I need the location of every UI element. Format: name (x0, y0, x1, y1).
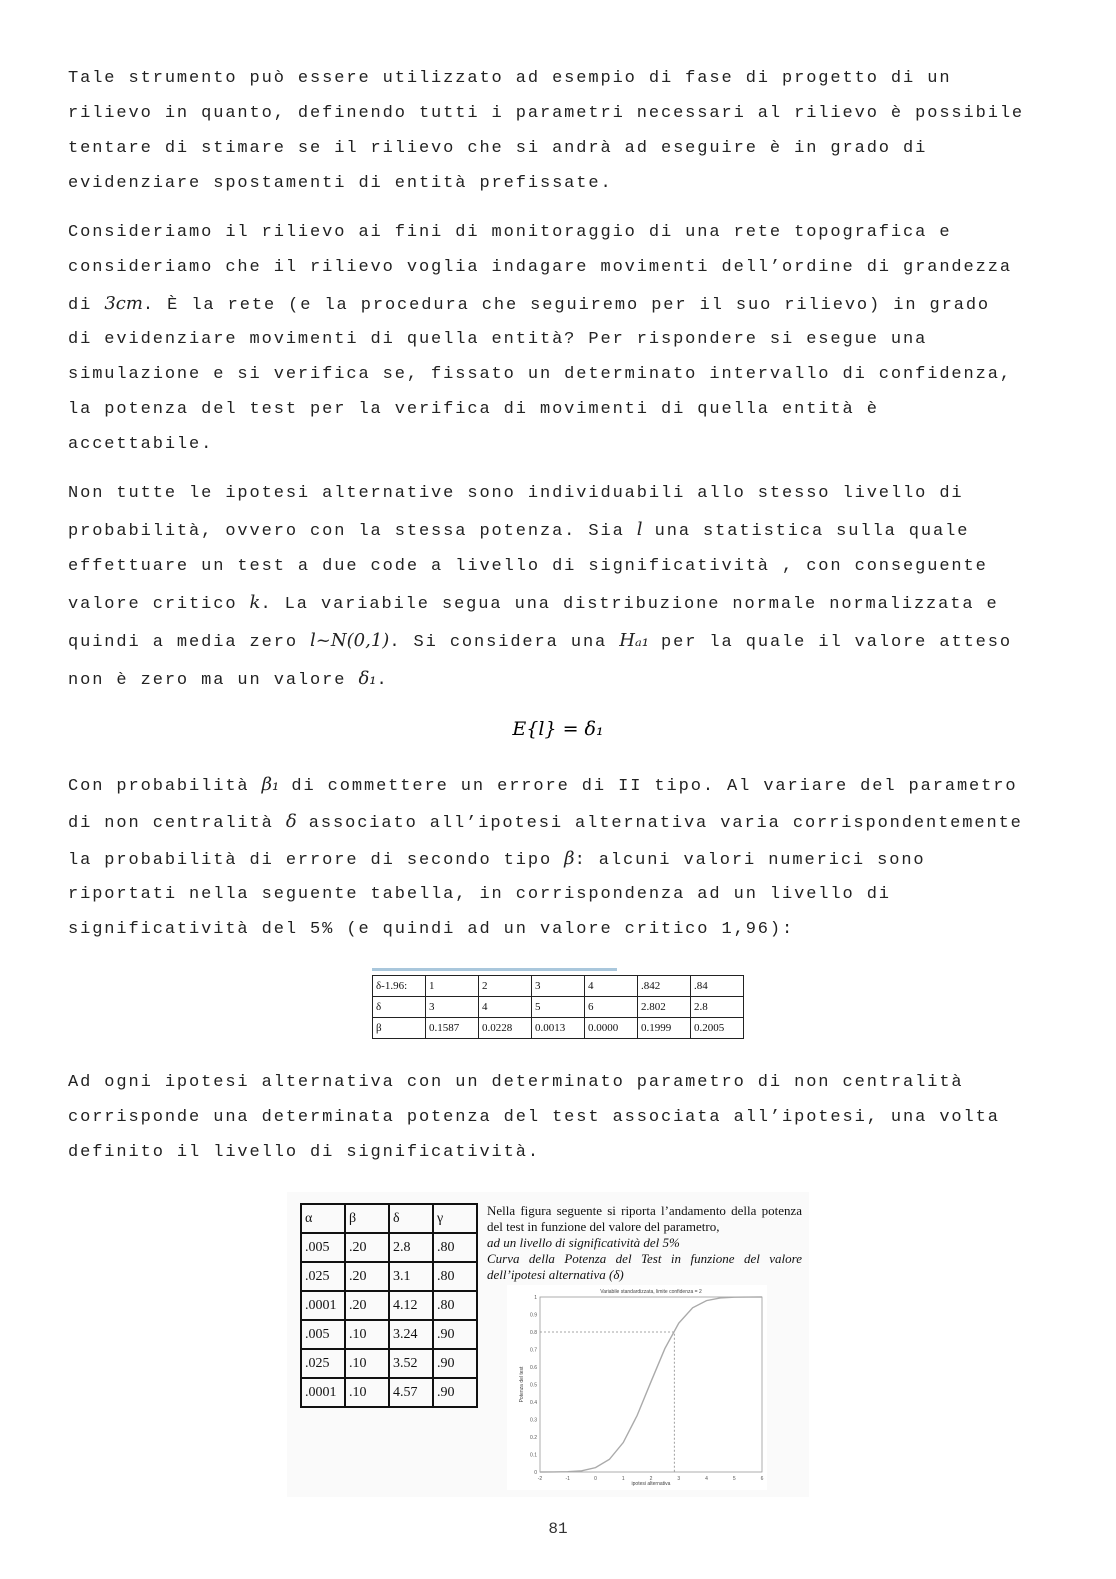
math: k (249, 592, 261, 613)
math: l~N(0,1) (310, 630, 390, 651)
table-cell: .20 (345, 1233, 389, 1262)
math: 3cm (104, 293, 143, 314)
table-cell: γ (433, 1204, 477, 1233)
y-tick-label: 0.9 (530, 1312, 537, 1319)
y-tick-label: 0.1 (530, 1452, 537, 1459)
text: . Si considera una (389, 633, 620, 652)
y-tick-label: 0.3 (530, 1417, 537, 1424)
text: . La variabile segua una distribuzione normale normalizzata e (260, 595, 999, 614)
y-tick-label: 0.6 (530, 1365, 537, 1371)
text-line (68, 803, 1058, 840)
table-cell: 2.8 (691, 997, 744, 1018)
table-cell: 0.1999 (638, 1018, 691, 1039)
y-tick-label: 1 (534, 1295, 537, 1301)
chart-title: Variabile standardizzata, limite confidenza = 2 (600, 1289, 702, 1295)
text: valore critico (68, 595, 250, 614)
text: probabilità, ovvero con la stessa potenza. Sia (68, 522, 637, 541)
x-tick-label: 6 (760, 1476, 764, 1482)
text: associato all’ipotesi alternativa varia corrispondentemente (296, 814, 1023, 833)
math: δ₁ (358, 668, 377, 689)
text: . (376, 671, 389, 690)
text: di (68, 296, 105, 315)
y-tick-label: 0.4 (530, 1400, 537, 1406)
table-row (301, 1291, 477, 1320)
chart-background (507, 1285, 767, 1490)
table-cell: 3.1 (389, 1262, 433, 1291)
math: Hₐ₁ (619, 630, 649, 651)
table-cell: .20 (345, 1291, 389, 1320)
math: β₁ (261, 774, 280, 795)
table-cell: 2.8 (389, 1233, 433, 1262)
y-tick-label: 0.8 (530, 1330, 537, 1336)
x-tick-label: -1 (565, 1476, 570, 1482)
table-cell: α (301, 1204, 345, 1233)
x-axis-label: ipotesi alternativa (631, 1481, 671, 1487)
table-cell: δ (373, 997, 426, 1018)
table-row (373, 1018, 744, 1039)
caption-text: Nella figura seguente si riporta l’andamento della potenza del test in funzione del valore del parametro, (487, 1203, 802, 1234)
text-line: riportati nella seguente tabella, in corrispondenza ad un livello di (68, 885, 891, 904)
x-tick-label: 5 (732, 1476, 736, 1482)
beta-table (372, 975, 744, 1039)
table-cell: 1 (426, 976, 479, 997)
table-cell: 4.57 (389, 1378, 433, 1407)
table-cell: 6 (585, 997, 638, 1018)
text-line: Tale strumento può essere utilizzato ad esempio di fase di progetto di un (68, 69, 952, 88)
table-cell: 5 (532, 997, 585, 1018)
text: di commettere un errore di II tipo. Al variare del parametro (279, 777, 1018, 796)
table-cell: 0.0000 (585, 1018, 638, 1039)
equation: E{l} = δ₁ (512, 718, 604, 740)
paragraph-5 (68, 1065, 1058, 1170)
x-tick-label: 4 (705, 1476, 708, 1482)
y-tick-label: 0.2 (530, 1435, 537, 1441)
table-cell: .0001 (301, 1291, 345, 1320)
table-cell: 0.0228 (479, 1018, 532, 1039)
math: β (564, 848, 575, 869)
table-cell: 2.802 (638, 997, 691, 1018)
table-cell: 3.52 (389, 1349, 433, 1378)
table-cell: .84 (691, 976, 744, 997)
paragraph-2 (68, 215, 1058, 462)
text-line: rilievo in quanto, definendo tutti i parametri necessari al rilievo è possibile (68, 104, 1025, 123)
text-line: effettuare un test a due code a livello di significatività , con conseguente (68, 557, 988, 576)
paragraph-4 (68, 766, 1058, 947)
y-tick-label: 0.7 (530, 1347, 537, 1354)
table-row (301, 1378, 477, 1407)
table-cell: 3 (532, 976, 585, 997)
x-tick-label: 0 (594, 1476, 597, 1482)
table-cell: δ (389, 1204, 433, 1233)
text: : alcuni valori numerici sono (574, 851, 926, 870)
text-line (68, 660, 1058, 698)
table-cell: .90 (433, 1349, 477, 1378)
caption-italic: Curva della Potenza del Test in funzione del valore dell’ipotesi alternativa (δ) (487, 1251, 802, 1282)
table-cell: 3 (426, 997, 479, 1018)
table-row (373, 976, 744, 997)
x-tick-label: 2 (649, 1476, 653, 1482)
text: per la quale il valore atteso (648, 633, 1012, 652)
text-line: la potenza del test per la verifica di movimenti di quella entità è (68, 400, 879, 419)
text-line (68, 622, 1058, 660)
paragraph-3 (68, 476, 1058, 698)
alpha-beta-table (300, 1203, 478, 1408)
table-cell: .90 (433, 1378, 477, 1407)
power-curve-chart (507, 1285, 767, 1490)
text: quindi a media zero (68, 633, 311, 652)
paragraph-1 (68, 61, 1058, 201)
text: una statistica sulla quale (642, 522, 970, 541)
math: l (636, 519, 643, 540)
table-row (301, 1262, 477, 1291)
text-line: Consideriamo il rilievo ai fini di monitoraggio di una rete topografica e (68, 223, 952, 242)
text-line: Ad ogni ipotesi alternativa con un determinato parametro di non centralità (68, 1073, 964, 1092)
table-cell: 4 (479, 997, 532, 1018)
text-line (68, 766, 1058, 803)
text: la probabilità di errore di secondo tipo (68, 851, 565, 870)
table-cell: 3.24 (389, 1320, 433, 1349)
text-line: tentare di stimare se il rilievo che si andrà ad eseguire è in grado di (68, 139, 928, 158)
table-cell: β (345, 1204, 389, 1233)
x-tick-label: 3 (677, 1476, 681, 1482)
text: . È la rete (e la procedura che seguiremo per il suo rilievo) in grado (142, 296, 991, 315)
table-row (301, 1320, 477, 1349)
text-line: significatività del 5% (e quindi ad un valore critico 1,96): (68, 920, 795, 939)
table-cell: δ-1.96: (373, 976, 426, 997)
table-cell: .005 (301, 1233, 345, 1262)
table-cell: 0.1587 (426, 1018, 479, 1039)
text: di non centralità (68, 814, 286, 833)
decorative-rule (372, 968, 617, 971)
table-cell: .025 (301, 1349, 345, 1378)
table-cell: .10 (345, 1349, 389, 1378)
table-cell: .005 (301, 1320, 345, 1349)
math: δ (285, 811, 297, 832)
table-cell: .90 (433, 1320, 477, 1349)
table-row (373, 997, 744, 1018)
table-cell: 2 (479, 976, 532, 997)
table-cell: .20 (345, 1262, 389, 1291)
y-tick-label: 0.5 (530, 1382, 537, 1389)
text-line: di evidenziare movimenti di quella entità? Per rispondere si esegue una (68, 330, 928, 349)
text-line: consideriamo che il rilievo voglia indagare movimenti dell’ordine di grandezza (68, 258, 1012, 277)
caption-italic: ad un livello di significatività del 5% (487, 1235, 680, 1250)
text-line: corrisponde una determinata potenza del test associata all’ipotesi, una volta (68, 1108, 1000, 1127)
table-cell: .10 (345, 1320, 389, 1349)
table-row (301, 1349, 477, 1378)
table-cell: .10 (345, 1378, 389, 1407)
text-line (68, 840, 1058, 877)
x-tick-label: 1 (621, 1476, 625, 1482)
table-cell: .80 (433, 1262, 477, 1291)
text-line: evidenziare spostamenti di entità prefissate. (68, 174, 613, 193)
table-cell: .842 (638, 976, 691, 997)
page-number: 81 (548, 1520, 568, 1538)
table-cell: .80 (433, 1291, 477, 1320)
text: non è zero ma un valore (68, 671, 359, 690)
table-cell: 0.2005 (691, 1018, 744, 1039)
text: Con probabilità (68, 777, 262, 796)
text-line (68, 285, 1058, 322)
text-line: accettabile. (68, 435, 214, 454)
x-tick-label: -2 (537, 1476, 543, 1482)
text-line (68, 584, 1058, 622)
y-axis-label: Potenza del test (519, 1366, 525, 1403)
table-cell: .025 (301, 1262, 345, 1291)
table-cell: β (373, 1018, 426, 1039)
table-cell: .80 (433, 1233, 477, 1262)
table-row (301, 1233, 477, 1262)
text-line (68, 511, 1058, 549)
y-tick-label: 0 (534, 1470, 537, 1476)
text-line: simulazione e si verifica se, fissato un determinato intervallo di confidenza, (68, 365, 1012, 384)
table-cell: 0.0013 (532, 1018, 585, 1039)
table-cell: 4.12 (389, 1291, 433, 1320)
table-cell: .0001 (301, 1378, 345, 1407)
table-cell: 4 (585, 976, 638, 997)
figure-caption (487, 1203, 802, 1283)
table-row (301, 1204, 477, 1233)
text-line: definito il livello di significatività. (68, 1143, 540, 1162)
text-line: Non tutte le ipotesi alternative sono individuabili allo stesso livello di (68, 484, 964, 503)
